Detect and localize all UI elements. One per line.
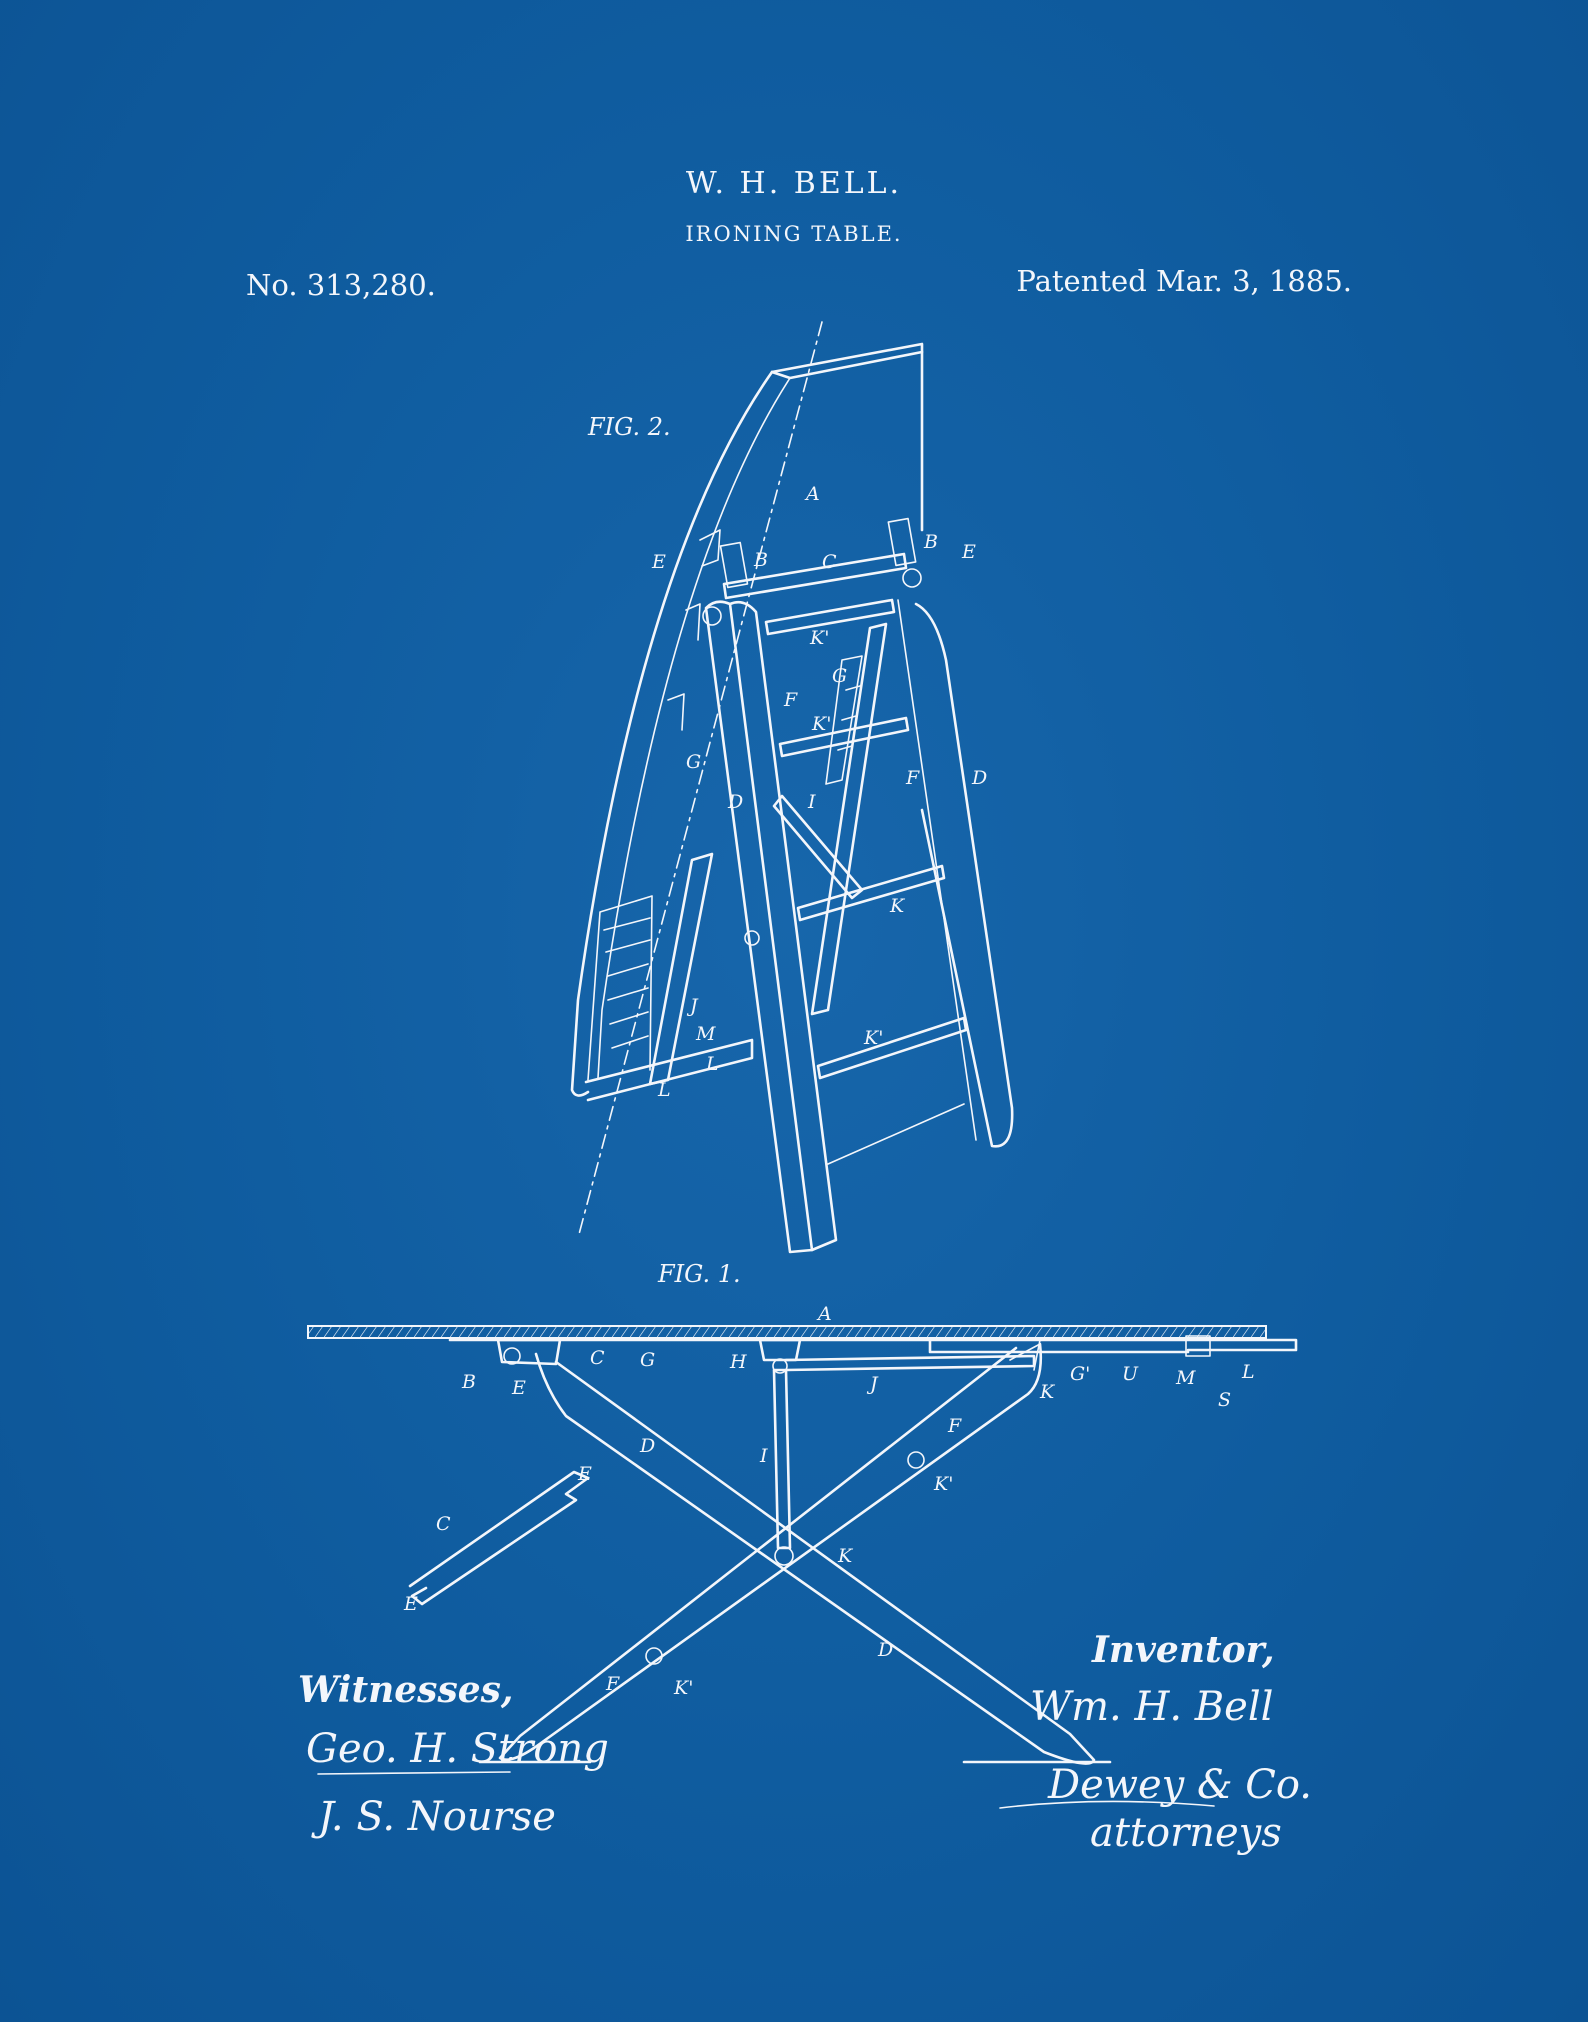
fig2-lower-rail (828, 1104, 964, 1164)
fig1-label-i: I (760, 1445, 768, 1467)
fig1-hanging-rod (774, 1370, 790, 1548)
fig1-leg-f (500, 1344, 1041, 1760)
patent-date: Patented Mar. 3, 1885. (1016, 264, 1352, 298)
inventor-signature: Wm. H. Bell (1030, 1684, 1274, 1730)
fig2-inner-leg (812, 624, 886, 1014)
fig2-rack-bar (650, 854, 712, 1084)
fig2-board-top-edge (772, 352, 922, 378)
fig2-rung-1 (766, 600, 894, 634)
patent-number: No. 313,280. (246, 268, 436, 302)
fig1-label-m: M (1176, 1367, 1196, 1389)
inventor-heading: Inventor, (1092, 1629, 1275, 1671)
fig2-label-g-left: G (686, 751, 702, 773)
fig2-label-m: M (696, 1023, 716, 1045)
fig1-leg-d (536, 1354, 1094, 1764)
fig1-pin-k1-right (908, 1452, 924, 1468)
fig2-label-k1-mid: K' (812, 713, 832, 735)
fig2-board-inner-edge (598, 378, 790, 1078)
fig2-drawing (572, 322, 1012, 1252)
fig1-label-k-center: K (838, 1545, 853, 1567)
fig2-front-leg-right (916, 604, 1012, 1146)
witness-1-signature: Geo. H. Strong (306, 1726, 609, 1772)
fig1-label-s: S (1218, 1389, 1232, 1411)
fig2-axis-line (578, 322, 822, 1238)
fig2-leg-pivot-hole (745, 931, 759, 945)
witnesses-heading: Witnesses, (298, 1669, 514, 1711)
fig1-label-f-lower: F (606, 1673, 620, 1695)
fig1-label-j: J (870, 1373, 878, 1395)
fig1-board-section (308, 1326, 1266, 1338)
fig2-top-crossbar (724, 554, 906, 598)
fig2-front-leg-right-inner (898, 600, 976, 1140)
fig2-label-l-mid: L (706, 1053, 719, 1075)
fig2-label-l-low: L (658, 1079, 671, 1101)
attorneys-label: attorneys (1090, 1810, 1282, 1856)
fig1-label: FIG. 1. (658, 1260, 741, 1288)
fig1-label-f-upper: F (948, 1415, 962, 1437)
fig2-label-k1-low: K' (864, 1027, 884, 1049)
fig2-rung-3 (798, 866, 944, 920)
fig2-label-f-left: F (784, 689, 798, 711)
fig2-label-f-right: F (906, 767, 920, 789)
fig2-rung-4 (818, 1018, 966, 1078)
fig1-label-l-right: L (1242, 1361, 1255, 1383)
fig2-label: FIG. 2. (588, 413, 671, 441)
fig1-detail-label-e-top: E (578, 1463, 592, 1485)
fig2-board-notches (668, 530, 720, 730)
fig2-pin-left (703, 607, 721, 625)
fig1-label-b: B (462, 1371, 476, 1393)
fig1-under-cleat (450, 1340, 1296, 1352)
inventor-name: W. H. BELL. (685, 166, 903, 201)
fig1-label-k1-right: K' (934, 1473, 954, 1495)
fig1-label-a: A (818, 1303, 832, 1325)
fig1-label-d-upper: D (640, 1435, 656, 1457)
fig1-detail-label-e-bottom: E (404, 1593, 418, 1615)
fig1-center-pivot (775, 1547, 793, 1565)
fig1-detail-label-c: C (436, 1513, 451, 1535)
fig1-label-k1-left: K' (674, 1677, 694, 1699)
fig1-detail-crossbar (410, 1472, 588, 1604)
fig2-label-i: I (808, 791, 816, 813)
fig2-label-a: A (806, 483, 820, 505)
fig2-label-k1-top: K' (810, 627, 830, 649)
fig1-label-g: G (640, 1349, 656, 1371)
fig2-front-leg-left-inner (730, 602, 836, 1250)
fig2-label-e-right: E (962, 541, 976, 563)
fig2-label-b-right: B (924, 531, 938, 553)
patent-title: IRONING TABLE. (685, 222, 903, 246)
fig2-label-b-left: B (754, 549, 768, 571)
witness-underline (318, 1772, 510, 1774)
fig2-pin-right (903, 569, 921, 587)
fig2-label-e-left: E (652, 551, 666, 573)
fig2-label-c: C (822, 551, 837, 573)
fig2-label-d-left: D (728, 791, 744, 813)
fig1-label-d-lower: D (878, 1639, 894, 1661)
fig2-rung-2 (780, 718, 908, 756)
fig2-label-g-mid: G (832, 665, 848, 687)
fig1-label-e: E (512, 1377, 526, 1399)
fig1-label-c: C (590, 1347, 605, 1369)
fig2-label-j: J (690, 995, 698, 1017)
fig2-label-k: K (890, 895, 905, 917)
fig1-left-hinge (498, 1340, 560, 1364)
fig1-label-u: U (1122, 1363, 1139, 1385)
fig2-bracket-right (888, 519, 915, 566)
attorneys-signature: Dewey & Co. (1048, 1762, 1312, 1808)
fig2-rack-teeth (604, 918, 650, 1048)
fig1-label-h: H (730, 1351, 747, 1373)
fig2-label-d-right: D (972, 767, 988, 789)
witness-2-signature: J. S. Nourse (318, 1794, 556, 1840)
fig1-label-g1: G' (1070, 1363, 1091, 1385)
fig1-center-hanger (760, 1340, 800, 1360)
fig2-rack-rail (588, 896, 652, 1080)
fig1-label-k-right: K (1040, 1381, 1055, 1403)
